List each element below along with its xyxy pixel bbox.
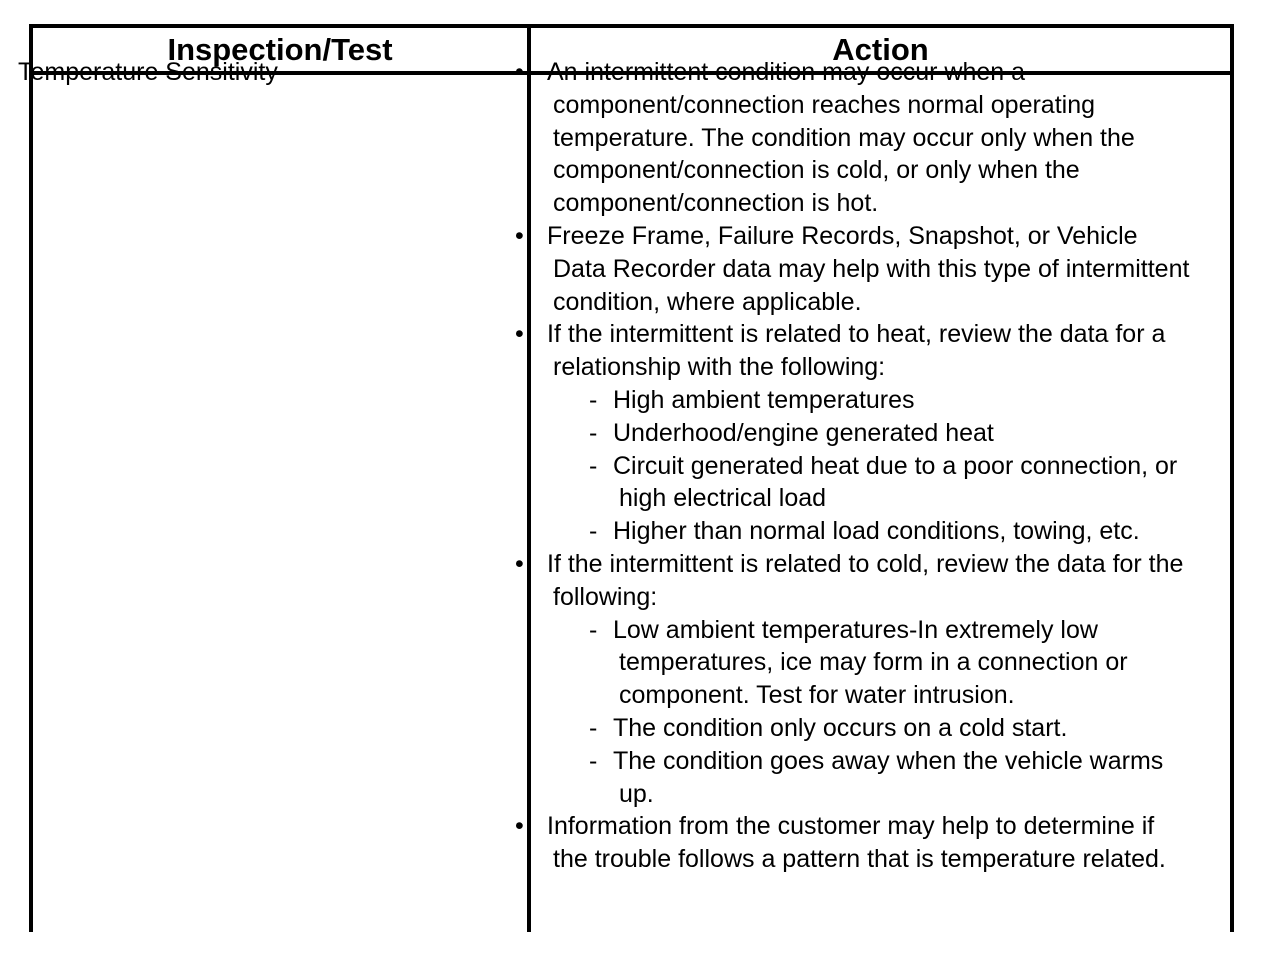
sub-item-text: Circuit generated heat due to a poor connection, or high electrical load: [613, 451, 1178, 513]
action-bullet-item: [515, 810, 1195, 876]
bullet-text: If the intermittent is related to heat, review the data for a relationship with the following:: [547, 320, 1166, 382]
sub-item-text: Low ambient temperatures-In extremely low temperatures, ice may form in a connection or component. Test for water intrusion.: [613, 615, 1128, 710]
sub-item: [547, 417, 1195, 450]
header-inspection-test: Inspection/Test: [167, 32, 393, 67]
dash-marker: -: [589, 615, 598, 644]
sub-item: [547, 614, 1195, 712]
dash-marker: -: [589, 517, 598, 546]
dash-marker: -: [589, 713, 598, 742]
action-bullet-item: [515, 220, 1195, 318]
action-cell: [515, 56, 1195, 876]
table-left-border: [29, 24, 33, 932]
sub-item: [547, 515, 1195, 548]
action-bullet-item: [515, 318, 1195, 548]
sub-item-text: Higher than normal load conditions, towing, etc.: [613, 517, 1140, 546]
action-bullet-item: [515, 548, 1195, 810]
header-action: Action: [832, 32, 929, 67]
sub-item: [547, 450, 1195, 516]
bullet-text: Freeze Frame, Failure Records, Snapshot, or Vehicle Data Recorder data may help with this type of intermittent condition, where applicable.: [547, 221, 1190, 316]
table-right-border: [1230, 24, 1234, 932]
bullet-marker: •: [515, 549, 524, 578]
sub-item-list: [547, 614, 1195, 811]
sub-item-text: The condition goes away when the vehicle warms up.: [613, 746, 1164, 808]
dash-marker: -: [589, 385, 598, 414]
dash-marker: -: [589, 451, 598, 480]
bullet-marker: •: [515, 812, 524, 841]
dash-marker: -: [589, 746, 598, 775]
sub-item: [547, 712, 1195, 745]
sub-item-text: The condition only occurs on a cold start.: [613, 713, 1068, 742]
action-bullet-list: [515, 56, 1195, 876]
bullet-text: An intermittent condition may occur when a component/connection reaches normal operating temperature. The condition may occur only when the component/connection is cold, or only when the component/connection is hot.: [547, 58, 1135, 218]
sub-item-text: Underhood/engine generated heat: [613, 418, 994, 447]
bullet-text: Information from the customer may help to determine if the trouble follows a pattern that is temperature related.: [547, 812, 1166, 874]
bullet-marker: •: [515, 221, 524, 250]
bullet-text: If the intermittent is related to cold, review the data for the following:: [547, 549, 1184, 611]
sub-item-text: High ambient temperatures: [613, 385, 915, 414]
action-bullet-item: [515, 56, 1195, 220]
bullet-marker: •: [515, 58, 524, 86]
sub-item-list: [547, 384, 1195, 548]
bullet-marker: •: [515, 320, 524, 349]
sub-item: [547, 745, 1195, 811]
dash-marker: -: [589, 418, 598, 447]
sub-item: [547, 384, 1195, 417]
inspection-cell: Temperature Sensitivity: [18, 58, 278, 86]
